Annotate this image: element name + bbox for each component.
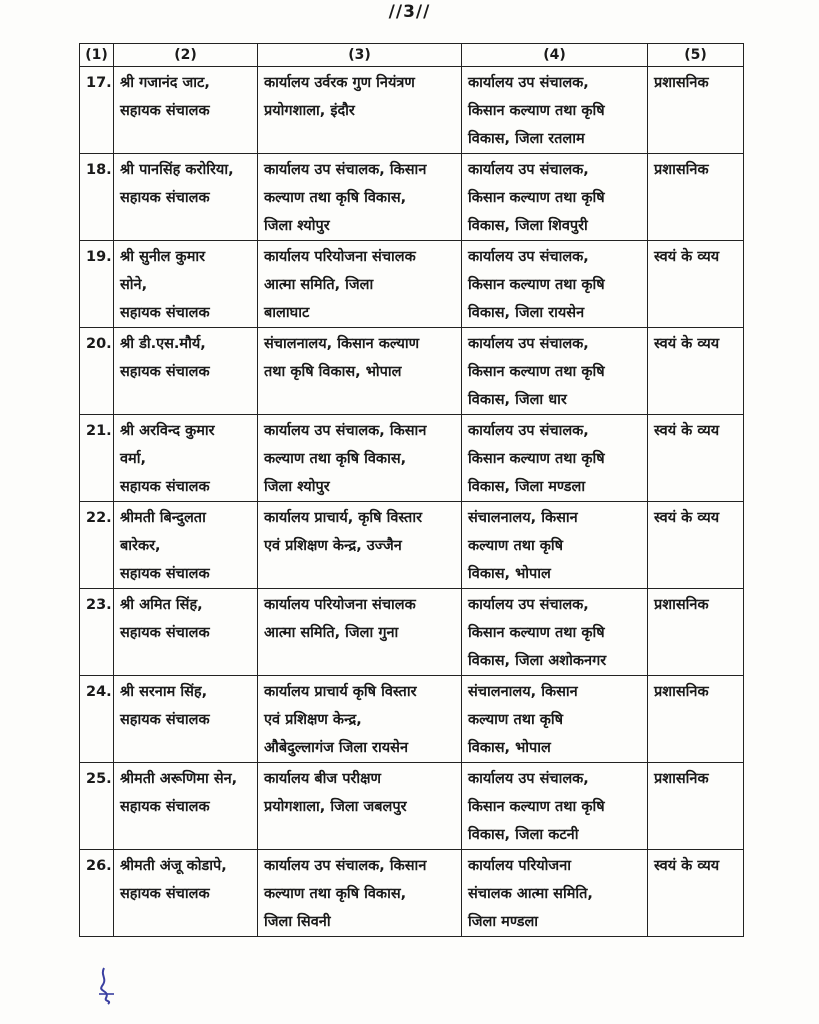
cell-line: कार्यालय प्राचार्य, कृषि विस्तार	[264, 510, 423, 526]
transfer-reason-cell: स्वयं के व्यय	[648, 241, 744, 328]
cell-line: कल्याण तथा कृषि विकास,	[264, 451, 407, 467]
cell-line: किसान कल्याण तथा कृषि	[468, 103, 605, 119]
cell-line: सहायक संचालक	[120, 625, 210, 641]
officer-name-cell	[114, 241, 258, 328]
cell-line: एवं प्रशिक्षण केन्द्र,	[264, 712, 362, 728]
serial-number-cell: 18.	[80, 154, 114, 241]
cell-line: सहायक संचालक	[120, 479, 210, 495]
column-header: (2)	[114, 44, 258, 67]
cell-line: कार्यालय उप संचालक, किसान	[264, 162, 427, 178]
table-row	[80, 850, 744, 937]
table-row	[80, 328, 744, 415]
transfer-reason-cell: प्रशासनिक	[648, 67, 744, 154]
current-posting-cell	[258, 850, 462, 937]
cell-line: श्री अमित सिंह,	[120, 597, 203, 613]
table-row	[80, 241, 744, 328]
serial-number-cell: 26.	[80, 850, 114, 937]
new-posting-cell	[462, 67, 648, 154]
officer-name-cell	[114, 154, 258, 241]
transfer-reason-cell: प्रशासनिक	[648, 154, 744, 241]
cell-line: किसान कल्याण तथा कृषि	[468, 451, 605, 467]
new-posting-cell	[462, 241, 648, 328]
cell-line: कार्यालय परियोजना संचालक	[264, 249, 416, 265]
serial-number-cell: 25.	[80, 763, 114, 850]
table-row	[80, 415, 744, 502]
cell-line: संचालनालय, किसान	[468, 684, 578, 700]
cell-line: सहायक संचालक	[120, 799, 210, 815]
cell-line: कार्यालय उर्वरक गुण नियंत्रण	[264, 75, 415, 91]
officer-name-cell	[114, 328, 258, 415]
cell-line: कल्याण तथा कृषि	[468, 712, 564, 728]
cell-line: एवं प्रशिक्षण केन्द्र, उज्जैन	[264, 538, 402, 554]
cell-line: औबेदुल्लागंज जिला रायसेन	[264, 740, 409, 756]
cell-line: वर्मा,	[120, 451, 146, 467]
cell-line: विकास, जिला रायसेन	[468, 305, 585, 321]
serial-number-cell: 22.	[80, 502, 114, 589]
cell-line: कार्यालय उप संचालक,	[468, 336, 589, 352]
transfer-reason-cell: प्रशासनिक	[648, 589, 744, 676]
officer-name-cell	[114, 67, 258, 154]
current-posting-cell	[258, 502, 462, 589]
transfer-reason-cell: प्रशासनिक	[648, 763, 744, 850]
cell-line: विकास, जिला धार	[468, 392, 567, 408]
cell-line: सहायक संचालक	[120, 103, 210, 119]
column-header: (4)	[462, 44, 648, 67]
cell-line: किसान कल्याण तथा कृषि	[468, 277, 605, 293]
column-header: (1)	[80, 44, 114, 67]
cell-line: कार्यालय उप संचालक, किसान	[264, 423, 427, 439]
officer-name-cell	[114, 676, 258, 763]
cell-line: कल्याण तथा कृषि	[468, 538, 564, 554]
cell-line: श्री गजानंद जाट,	[120, 75, 210, 91]
serial-number-cell: 19.	[80, 241, 114, 328]
serial-number-cell: 20.	[80, 328, 114, 415]
table-row	[80, 676, 744, 763]
new-posting-cell	[462, 589, 648, 676]
column-header: (5)	[648, 44, 744, 67]
cell-line: श्री सरनाम सिंह,	[120, 684, 208, 700]
cell-line: कार्यालय बीज परीक्षण	[264, 771, 381, 787]
serial-number-cell: 23.	[80, 589, 114, 676]
current-posting-cell	[258, 415, 462, 502]
table-row	[80, 67, 744, 154]
cell-line: सहायक संचालक	[120, 305, 210, 321]
cell-line: आत्मा समिति, जिला गुना	[264, 625, 399, 641]
cell-line: किसान कल्याण तथा कृषि	[468, 799, 605, 815]
cell-line: प्रयोगशाला, जिला जबलपुर	[264, 799, 407, 815]
cell-line: सहायक संचालक	[120, 886, 210, 902]
cell-line: विकास, भोपाल	[468, 740, 551, 756]
handwritten-initial-mark	[96, 966, 118, 1006]
table-row	[80, 154, 744, 241]
cell-line: कार्यालय उप संचालक,	[468, 162, 589, 178]
current-posting-cell	[258, 154, 462, 241]
cell-line: जिला मण्डला	[468, 914, 539, 930]
officer-name-cell	[114, 589, 258, 676]
cell-line: विकास, भोपाल	[468, 566, 551, 582]
cell-line: श्रीमती अंजू कोडापे,	[120, 858, 227, 874]
cell-line: विकास, जिला रतलाम	[468, 131, 585, 147]
table-body	[80, 67, 744, 937]
table-row	[80, 763, 744, 850]
transfer-reason-cell: स्वयं के व्यय	[648, 502, 744, 589]
officer-name-cell	[114, 763, 258, 850]
cell-line: श्री पानसिंह करोरिया,	[120, 162, 234, 178]
cell-line: विकास, जिला अशोकनगर	[468, 653, 607, 669]
cell-line: जिला श्योपुर	[264, 479, 330, 495]
cell-line: बालाघाट	[264, 305, 310, 321]
officer-name-cell	[114, 502, 258, 589]
serial-number-cell: 21.	[80, 415, 114, 502]
cell-line: कल्याण तथा कृषि विकास,	[264, 886, 407, 902]
cell-line: संचालनालय, किसान कल्याण	[264, 336, 420, 352]
officer-name-cell	[114, 415, 258, 502]
transfer-table	[79, 43, 744, 937]
table-row	[80, 502, 744, 589]
current-posting-cell	[258, 676, 462, 763]
cell-line: सोने,	[120, 277, 148, 293]
current-posting-cell	[258, 589, 462, 676]
page-number: //3//	[388, 2, 431, 22]
cell-line: किसान कल्याण तथा कृषि	[468, 190, 605, 206]
cell-line: विकास, जिला शिवपुरी	[468, 218, 588, 234]
cell-line: श्री सुनील कुमार	[120, 249, 206, 265]
new-posting-cell	[462, 328, 648, 415]
new-posting-cell	[462, 415, 648, 502]
cell-line: सहायक संचालक	[120, 712, 210, 728]
cell-line: कार्यालय उप संचालक,	[468, 771, 589, 787]
current-posting-cell	[258, 241, 462, 328]
cell-line: कार्यालय परियोजना संचालक	[264, 597, 416, 613]
cell-line: किसान कल्याण तथा कृषि	[468, 364, 605, 380]
new-posting-cell	[462, 676, 648, 763]
cell-line: सहायक संचालक	[120, 566, 210, 582]
cell-line: जिला सिवनी	[264, 914, 331, 930]
cell-line: श्रीमती बिन्दुलता	[120, 510, 206, 526]
cell-line: सहायक संचालक	[120, 364, 210, 380]
cell-line: संचालक आत्मा समिति,	[468, 886, 593, 902]
column-header: (3)	[258, 44, 462, 67]
cell-line: प्रयोगशाला, इंदौर	[264, 103, 355, 119]
cell-line: आत्मा समिति, जिला	[264, 277, 374, 293]
transfer-reason-cell: स्वयं के व्यय	[648, 328, 744, 415]
transfer-reason-cell: स्वयं के व्यय	[648, 415, 744, 502]
serial-number-cell: 24.	[80, 676, 114, 763]
cell-line: तथा कृषि विकास, भोपाल	[264, 364, 402, 380]
cell-line: संचालनालय, किसान	[468, 510, 578, 526]
current-posting-cell	[258, 328, 462, 415]
cell-line: किसान कल्याण तथा कृषि	[468, 625, 605, 641]
cell-line: विकास, जिला कटनी	[468, 827, 579, 843]
table-row	[80, 589, 744, 676]
cell-line: श्रीमती अरूणिमा सेन,	[120, 771, 238, 787]
cell-line: कार्यालय उप संचालक,	[468, 597, 589, 613]
transfer-reason-cell: स्वयं के व्यय	[648, 850, 744, 937]
cell-line: जिला श्योपुर	[264, 218, 330, 234]
cell-line: कार्यालय प्राचार्य कृषि विस्तार	[264, 684, 417, 700]
current-posting-cell	[258, 763, 462, 850]
new-posting-cell	[462, 154, 648, 241]
cell-line: सहायक संचालक	[120, 190, 210, 206]
cell-line: कल्याण तथा कृषि विकास,	[264, 190, 407, 206]
cell-line: कार्यालय उप संचालक,	[468, 249, 589, 265]
cell-line: कार्यालय उप संचालक,	[468, 423, 589, 439]
new-posting-cell	[462, 850, 648, 937]
cell-line: श्री डी.एस.मौर्य,	[120, 336, 206, 352]
cell-line: कार्यालय उप संचालक, किसान	[264, 858, 427, 874]
table-header-row	[80, 44, 744, 67]
cell-line: बारेकर,	[120, 538, 161, 554]
cell-line: विकास, जिला मण्डला	[468, 479, 586, 495]
current-posting-cell	[258, 67, 462, 154]
new-posting-cell	[462, 763, 648, 850]
cell-line: कार्यालय परियोजना	[468, 858, 571, 874]
transfer-reason-cell: प्रशासनिक	[648, 676, 744, 763]
serial-number-cell: 17.	[80, 67, 114, 154]
cell-line: कार्यालय उप संचालक,	[468, 75, 589, 91]
new-posting-cell	[462, 502, 648, 589]
officer-name-cell	[114, 850, 258, 937]
cell-line: श्री अरविन्द कुमार	[120, 423, 215, 439]
